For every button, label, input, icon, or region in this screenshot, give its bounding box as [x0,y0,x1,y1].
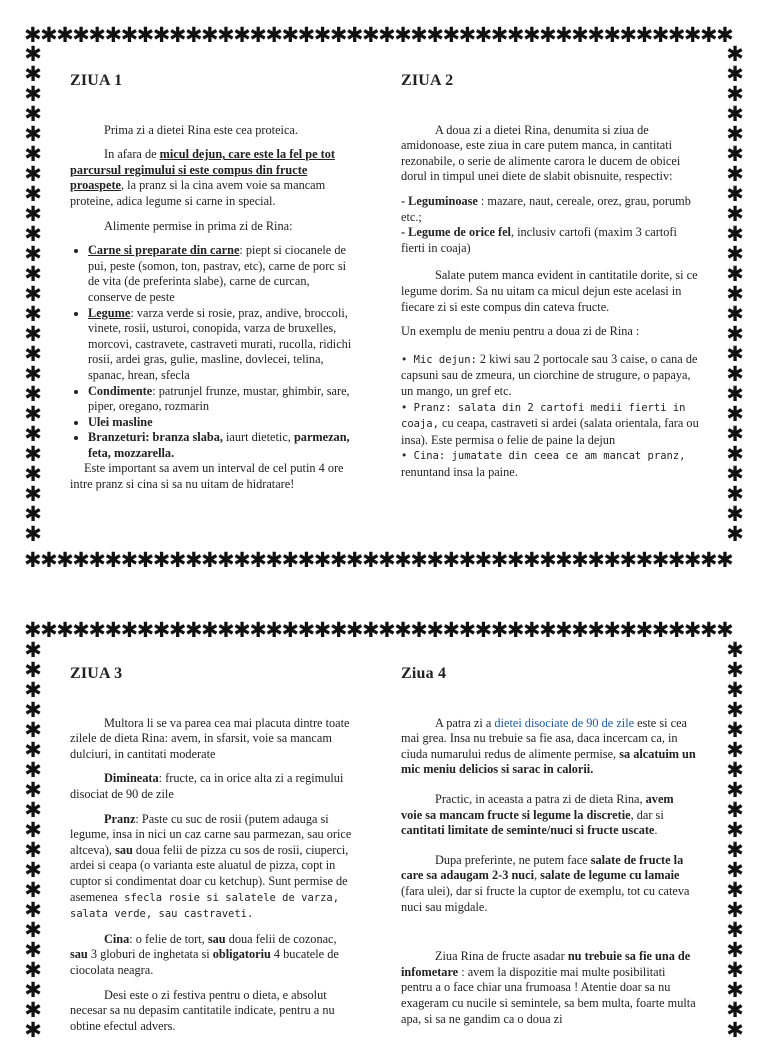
day2-menu: • Mic dejun: 2 kiwi sau 2 portocale sau 3 caise, o cana de capsuni sau de zmeura, un ciorchine de strugure, o papaya, un mango, un gref etc. • Pranz: salata din 2 cartofi medii fierti in coaja, cu ceapa, castraveti si ardei (salata orientala, fara ou insa). Este permisa o felie de paine la dejun • Cina: jumatate din ceea ce am mancat pranz, renuntand insa la paine. [401,351,699,479]
day2-intro: A doua zi a dietei Rina, denumita si ziua de amidonoase, este ziua in care putem manca, in cantitati rezonabile, o serie de alimente carora le ducem de obicei dorul in timpul unei diete de slabit obisnuite, respectiv: [401,122,681,184]
day1-closing-note: Este important sa avem un interval de cel putin 4 ore intre pranz si cina si sa nu uitam de hidratare! [70,461,344,492]
day1-breakfast-note: In afara de micul dejun, care este la fel pe tot parcursul regimului si este compus din fructe proaspete, la pranz si la cina avem voie sa mancam proteine, adica legume si carne in special. [70,147,335,208]
top-panel-border-bottom: ✱✱✱✱✱✱✱✱✱✱✱✱✱✱✱✱✱✱✱✱✱✱✱✱✱✱✱✱✱✱✱✱✱✱✱✱✱✱✱✱✱✱✱✱ [24,548,733,572]
day1-food-list [70,243,356,461]
day2-title: ZIUA 2 [401,72,454,89]
day4-title: Ziua 4 [401,665,447,682]
day1-intro: Prima zi a dietei Rina este cea proteica. [104,122,298,137]
top-panel-border-right: ✱ ✱ ✱ ✱ ✱ ✱ ✱ ✱ ✱ ✱ ✱ ✱ ✱ ✱ ✱ ✱ ✱ ✱ ✱ ✱ ✱ ✱ ✱ ✱ ✱ [726,42,744,546]
top-panel-border-left: ✱ ✱ ✱ ✱ ✱ ✱ ✱ ✱ ✱ ✱ ✱ ✱ ✱ ✱ ✱ ✱ ✱ ✱ ✱ ✱ ✱ ✱ ✱ ✱ ✱ [24,42,42,546]
day3-column [70,666,352,1043]
list-item: • Legume: varza verde si rosie, praz, andive, broccoli, vinete, rosii, usturoi, conopida, varza de bruxelles, morcovi, castravete, castraveti murati, rucolla, ridichi rosii, ardei gras, gulie, masline, dovlecei, telina, spanac, hrean, sfecla [88,306,356,384]
day3-lunch: Pranz: Paste cu suc de rosii (putem adauga si legume, insa in nici un caz carne sau parmezan, sau orice altceva), sau doua felii de pizza cu sos de rosii, ciuperci, ardei si ceapa (o varianta este aluatul de pizza, copt in cuptor si condimentat doar cu ketchup). Sunt permise de asemenea sfecla rosie si salatele de varza, salata verde, sau castraveti. [70,811,352,921]
day2-food-groups: - Leguminoase : mazare, naut, cereale, orez, grau, porumb etc.; - Legume de orice fel, inclusiv cartofi (maxim 3 cartofi fierti in coaja) [401,193,691,255]
day3-intro: Multora li se va parea cea mai placuta dintre toate zilele de dieta Rina: avem, in sfarsit, voie sa mancam dulciuri, in cantitati moderate [70,715,350,761]
top-panel-border-top: ✱✱✱✱✱✱✱✱✱✱✱✱✱✱✱✱✱✱✱✱✱✱✱✱✱✱✱✱✱✱✱✱✱✱✱✱✱✱✱✱✱✱✱✱ [24,23,733,47]
day1-column [70,73,356,502]
list-item: • Ulei masline [88,415,356,431]
day4-preferences: Dupa preferinte, ne putem face salate de fructe la care sa adaugam 2-3 nuci, salate de legume cu lamaie (fara ulei), dar si fructe la cuptor de exemplu, tot cu cateva nuci sau migdale. [401,852,690,914]
day4-intro: A patra zi a dietei disociate de 90 de zile este si cea mai grea. Insa nu trebuie sa fie asa, daca incercam ca, in ciuda numarului redus de alimente permise, sa alcatuim un mic meniu delicios si sarac in calorii. [401,715,696,777]
bottom-panel-border-left: ✱ ✱ ✱ ✱ ✱ ✱ ✱ ✱ ✱ ✱ ✱ ✱ ✱ ✱ ✱ ✱ ✱ ✱ ✱ ✱ [24,638,42,1042]
day2-column [401,73,699,489]
bottom-panel-border-right: ✱ ✱ ✱ ✱ ✱ ✱ ✱ ✱ ✱ ✱ ✱ ✱ ✱ ✱ ✱ ✱ ✱ ✱ ✱ ✱ [726,638,744,1042]
day2-menu-heading: Un exemplu de meniu pentru a doua zi de Rina : [401,324,640,339]
diet-link[interactable]: dietei disociate de 90 de zile [494,715,635,730]
day3-breakfast: Dimineata: fructe, ca in orice alta zi a regimului disociat de 90 de zile [70,771,344,801]
day1-title: ZIUA 1 [70,72,123,89]
day2-salad-note: Salate putem manca evident in cantitatile dorite, si ce legume dorim. Sa nu uitam ca micul dejun este acelasi in fiecare zi si este compus din cateva fructe. [401,268,698,314]
list-item: • Branzeturi: branza slaba, iaurt dietetic, parmezan, feta, mozzarella. [88,430,356,461]
day3-warning: Desi este o zi festiva pentru o dieta, e absolut necesar sa nu depasim cantitatile indicate, pentru a nu obtine efectul advers. [70,987,335,1033]
list-item: • Carne si preparate din carne: piept si ciocanele de pui, peste (somon, ton, pastrav, etc), carne de porc si de vita (de preferinta slabe), carne de curcan, conserve de peste [88,243,356,305]
day1-allowed-heading: Alimente permise in prima zi de Rina: [104,218,293,233]
day4-column [401,666,697,1036]
day4-closing: Ziua Rina de fructe asadar nu trebuie sa fie una de infometare : avem la dispozitie mai multe posibilitati pentru a o face chiar una frumoasa ! Atentie doar sa nu exageram cu nucile si semintele, sa bem multa, foarte multa apa, si sa ne gandim ca o doua zi [401,949,696,1026]
day3-dinner: Cina: o felie de tort, sau doua felii de cozonac, sau 3 globuri de inghetata si obligatoriu 4 bucatele de ciocolata neagra. [70,931,339,977]
day3-title: ZIUA 3 [70,665,123,682]
bottom-panel-border-top: ✱✱✱✱✱✱✱✱✱✱✱✱✱✱✱✱✱✱✱✱✱✱✱✱✱✱✱✱✱✱✱✱✱✱✱✱✱✱✱✱✱✱✱✱ [24,618,733,642]
day4-practice: Practic, in aceasta a patra zi de dieta Rina, avem voie sa mancam fructe si legume la discretie, dar si cantitati limitate de seminte/nuci si fructe uscate. [401,791,674,838]
list-item: • Condimente: patrunjel frunze, mustar, ghimbir, sare, piper, oregano, rozmarin [88,384,356,415]
